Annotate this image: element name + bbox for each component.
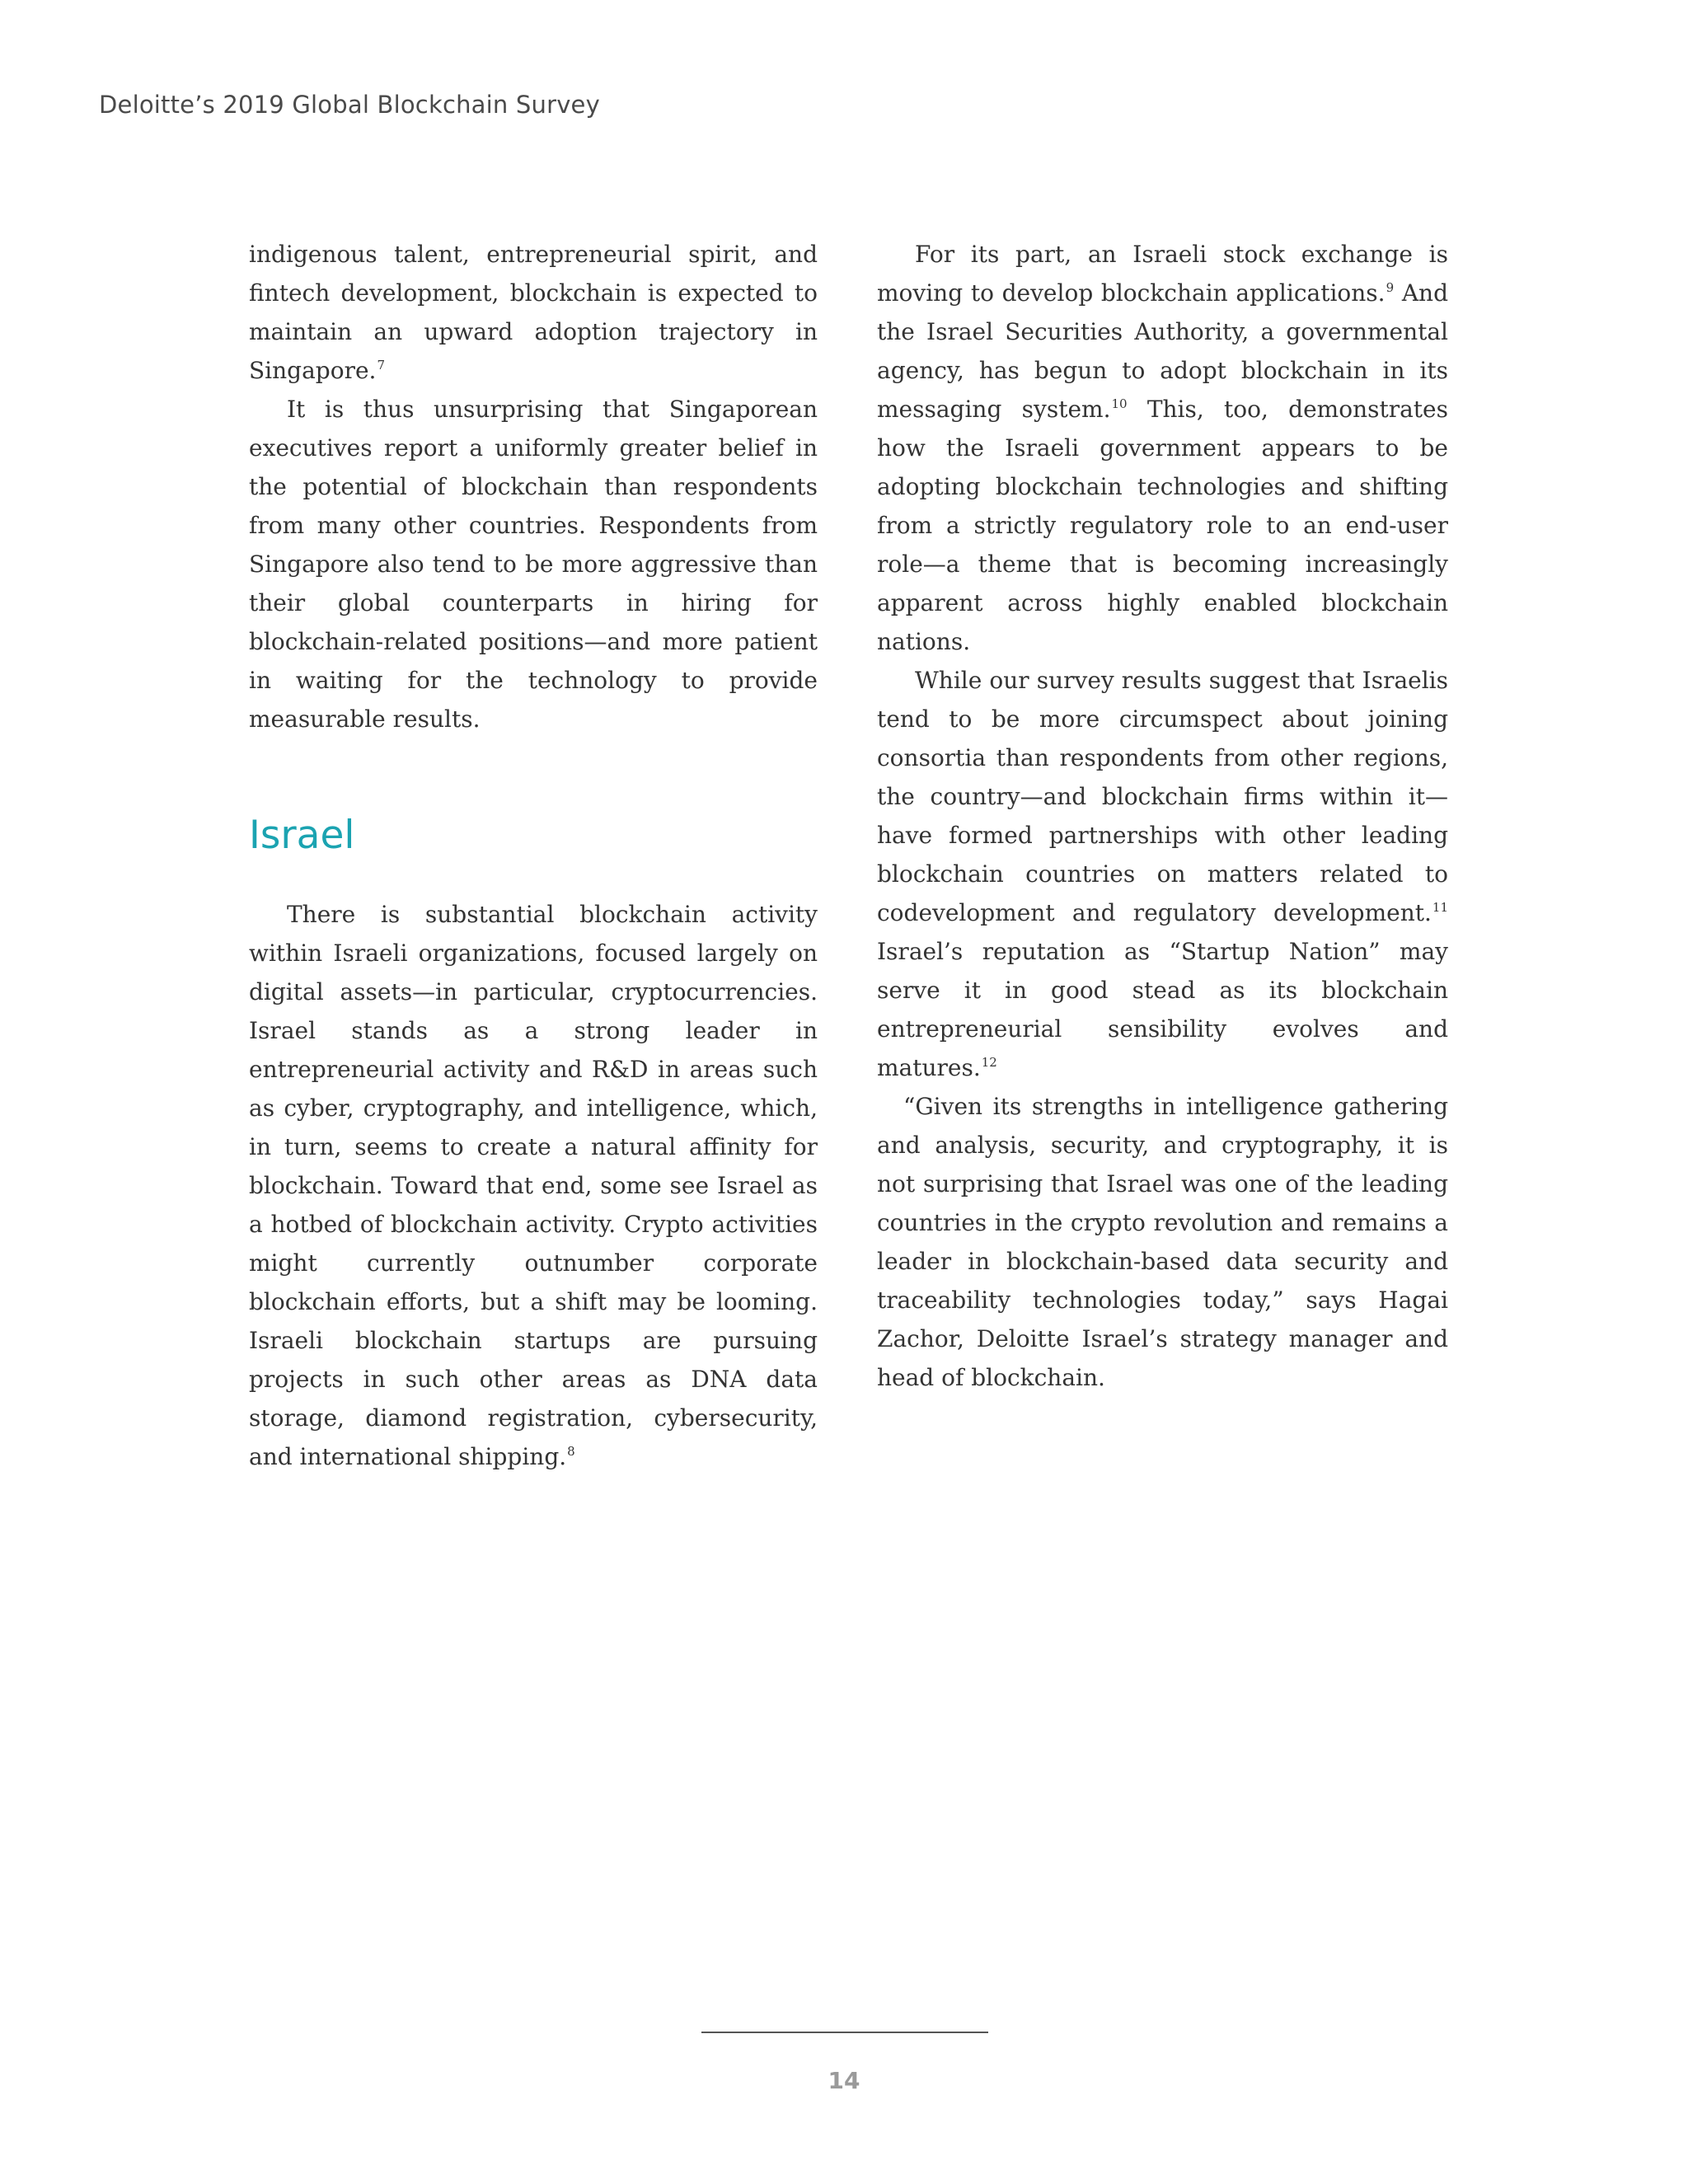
paragraph-text: For its part, an Israeli stock exchange is moving to develop blockchain applications. [877, 241, 1448, 307]
paragraph-quote [877, 1087, 1448, 1397]
paragraph [249, 895, 818, 1476]
paragraph-text: And the Israel Securities Authority, a governmental agency, has begun to adopt blockchain in its messaging system. [877, 279, 1449, 423]
footer-divider [701, 2032, 988, 2033]
paragraph-text: indigenous talent, entrepreneurial spirit, and fintech development, blockchain is expected to maintain an upward adoption trajectory in Singapore. [249, 241, 818, 384]
paragraph-text: While our survey results suggest that Israelis tend to be more circumspect about joining consortia than respondents from other regions, the country—and blockchain firms within it—have formed partnerships with other leading blockchain countries on matters related to codevelopment and regulatory development. [877, 667, 1448, 926]
paragraph [249, 390, 818, 738]
footnote-ref[interactable]: 11 [1432, 900, 1448, 915]
section-heading-israel: Israel [249, 813, 355, 858]
footnote-ref[interactable]: 12 [981, 1055, 997, 1070]
paragraph-text: It is thus unsurprising that Singaporean executives report a uniformly greater belief in the potential of blockchain than respondents from many other countries. Respondents from Singapore also tend to be more aggressive than their global counterparts in hiring for blockchain-related positions—and more patient in waiting for the technology to provide measurable results. [249, 396, 818, 733]
right-column [877, 235, 1448, 1397]
paragraph-text: “Given its strengths in intelligence gathering and analysis, security, and cryptography, it is not surprising that Israel was one of the leading countries in the crypto revolution and remains a leader in blockchain-based data security and traceability technologies today,” says Hagai Zachor, Deloitte Israel’s strategy manager and head of blockchain. [877, 1093, 1448, 1391]
running-header: Deloitte’s 2019 Global Blockchain Survey [99, 91, 600, 119]
footnote-ref[interactable]: 10 [1111, 396, 1128, 411]
paragraph-text: There is substantial blockchain activity within Israeli organizations, focused largely on digital assets—in particular, cryptocurrencies. Israel stands as a strong leader in entrepreneurial activity and R&D in areas such as cyber, cryptography, and intelligence, which, in turn, seems to create a natural affinity for blockchain. Toward that end, some see Israel as a hotbed of blockchain activity. Crypto activities might currently outnumber corporate blockchain efforts, but a shift may be looming. Israeli blockchain startups are pursuing projects in such other areas as DNA data storage, diamond registration, cybersecurity, and international shipping. [249, 901, 818, 1470]
paragraph-text: This, too, demonstrates how the Israeli government appears to be adopting blockchain technologies and shifting from a strictly regulatory role to an end-user role—a theme that is becoming increasingly apparent across highly enabled blockchain nations. [877, 396, 1448, 655]
footnote-ref[interactable]: 7 [377, 358, 385, 373]
page-number: 14 [828, 2067, 860, 2094]
paragraph [877, 661, 1448, 1087]
paragraph [877, 235, 1448, 661]
paragraph-text: Israel’s reputation as “Startup Nation” may serve it in good stead as its blockchain entrepreneurial sensibility evolves and matures. [877, 938, 1448, 1081]
footnote-ref[interactable]: 8 [567, 1444, 575, 1459]
footnote-ref[interactable]: 9 [1386, 280, 1395, 295]
paragraph [249, 235, 818, 390]
left-column [249, 235, 818, 1476]
